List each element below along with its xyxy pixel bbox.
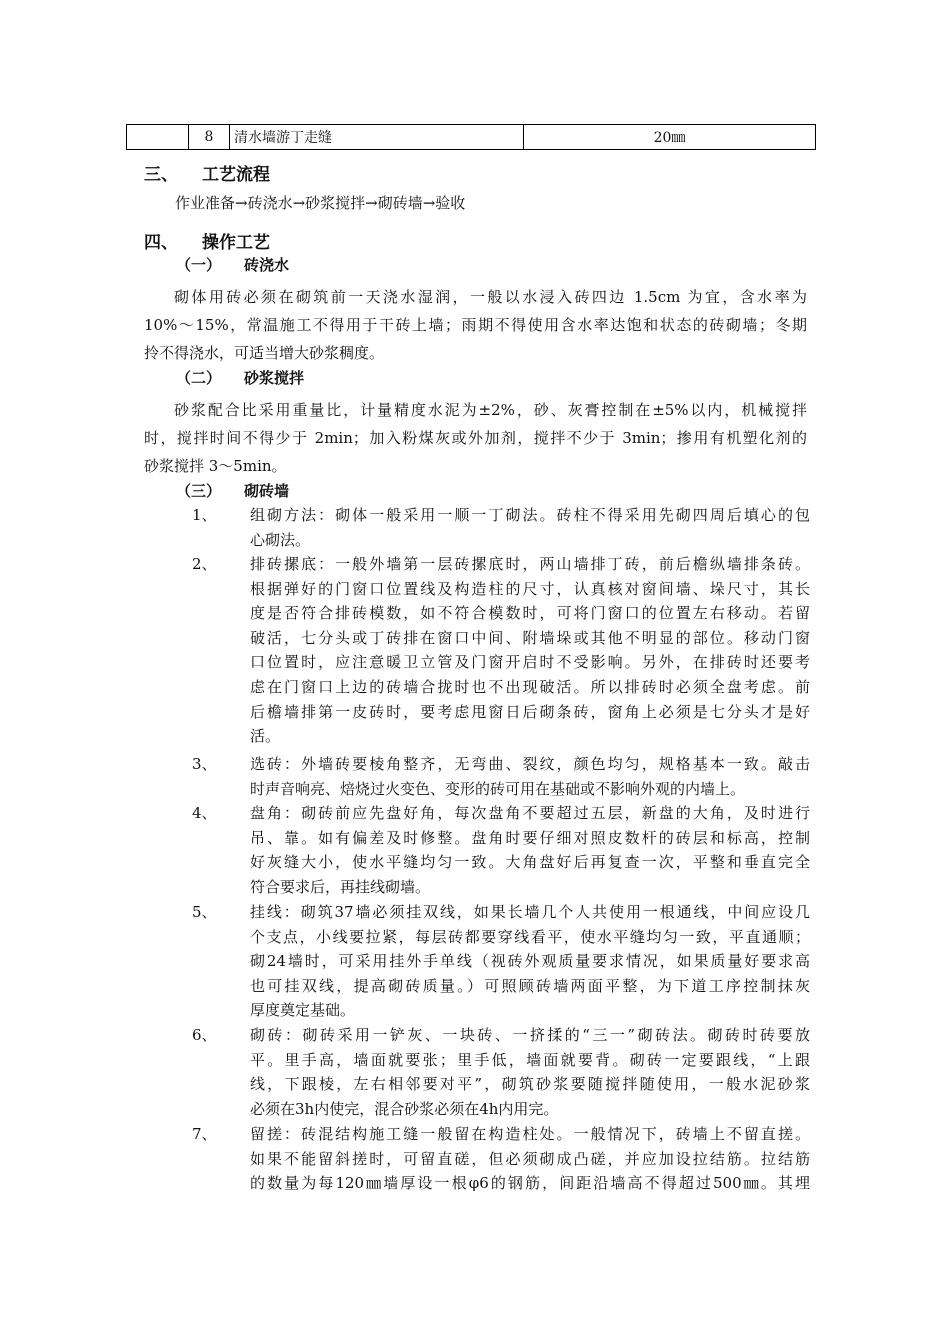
item-line: 也可挂双线，提高砌砖质量。）可照顾砖墙两面平整，为下道工序控制抹灰 bbox=[250, 976, 810, 995]
paragraph-line: 砂浆配合比采用重量比，计量精度水泥为±2%，砂、灰膏控制在±5%以内，机械搅拌 bbox=[174, 401, 807, 419]
item-line: 好灰缝大小，使水平缝均匀一致。大角盘好后再复查一次，平整和垂直完全 bbox=[250, 853, 810, 872]
item-line: 破活，七分头或丁砖排在窗口中间、附墙垛或其他不明显的部位。移动门窗 bbox=[250, 628, 810, 647]
section-3-title: 工艺流程 bbox=[202, 165, 270, 185]
subsection-1-heading bbox=[176, 254, 289, 275]
subsection-3-title: 砌砖墙 bbox=[244, 482, 290, 500]
list-item-text bbox=[250, 752, 810, 801]
process-flow: 作业准备→砖浇水→砂浆搅拌→砌砖墙→验收 bbox=[175, 194, 466, 212]
list-item-number: 6、 bbox=[192, 1026, 217, 1044]
list-item-text bbox=[250, 552, 810, 749]
subsection-3-heading bbox=[176, 480, 289, 501]
item-line: 口位置时，应注意暖卫立管及门窗开启时不受影响。另外，在排砖时还要考 bbox=[250, 653, 810, 672]
item-line: 符合要求后，再挂线砌墙。 bbox=[250, 877, 431, 896]
item-line: 留搓：砖混结构施工缝一般留在构造柱处。一般情况下，砖墙上不留直搓。 bbox=[250, 1125, 810, 1143]
spec-table bbox=[126, 124, 816, 150]
list-item-number: 7、 bbox=[192, 1125, 217, 1143]
section-4-heading bbox=[144, 228, 270, 253]
item-line: 根据弹好的门窗口位置线及构造柱的尺寸，认真核对窗间墙、垛尺寸，其长 bbox=[250, 579, 810, 598]
section-4-title: 操作工艺 bbox=[202, 233, 270, 253]
paragraph-line: 砂浆搅拌 3～5min。 bbox=[144, 457, 287, 475]
item-line: 平。里手高，墙面就要张；里手低，墙面就要背。砌砖一定要跟线，“上跟 bbox=[250, 1050, 810, 1069]
item-line: 活。 bbox=[250, 727, 281, 746]
list-item-number: 2、 bbox=[192, 555, 217, 573]
subsection-2-paragraph bbox=[144, 396, 807, 480]
list-item-number: 4、 bbox=[192, 804, 217, 822]
table-row bbox=[127, 125, 816, 150]
item-line: 虑在门窗口上边的砖墙合拢时也不出现破活。所以排砖时必须全盘考虑。前 bbox=[250, 677, 810, 696]
item-line: 心砌法。 bbox=[250, 530, 311, 549]
list-item-text bbox=[250, 801, 810, 899]
list-item-text bbox=[250, 503, 810, 552]
item-line: 组砌方法：砌体一般采用一顺一丁砌法。砖柱不得采用先砌四周后填心的包 bbox=[250, 506, 810, 524]
subsection-1-title: 砖浇水 bbox=[244, 256, 290, 274]
table-cell-blank bbox=[127, 125, 189, 150]
item-line: 的数量为每120㎜墙厚设一根φ6的钢筋，间距沿墙高不得超过500㎜。其埋 bbox=[250, 1174, 810, 1193]
section-3-number: 三、 bbox=[144, 165, 178, 185]
table-cell-item: 清水墙游丁走缝 bbox=[230, 125, 524, 150]
item-line: 厚度奠定基础。 bbox=[250, 1001, 356, 1020]
item-line: 选砖：外墙砖要棱角整齐，无弯曲、裂纹，颜色均匀，规格基本一致。敲击 bbox=[250, 755, 810, 773]
item-line: 后檐墙排第一皮砖时，要考虑甩窗日后砌条砖，窗角上必须是七分头才是好 bbox=[250, 702, 810, 721]
item-line: 砌24墙时，可采用挂外手单线（视砖外观质量要求情况，如果质量好要求高 bbox=[250, 952, 810, 971]
table-cell-value: 20㎜ bbox=[524, 125, 816, 150]
item-line: 砌砖：砌砖采用一铲灰、一块砖、一挤揉的“三一”砌砖法。砌砖时砖要放 bbox=[250, 1026, 810, 1044]
list-item-text bbox=[250, 900, 810, 1023]
item-line: 度是否符合排砖模数，如不符合模数时，可将门窗口的位置左右移动。若留 bbox=[250, 604, 810, 623]
item-line: 时声音响亮、焙烧过火变色、变形的砖可用在基础或不影响外观的内墙上。 bbox=[250, 779, 746, 798]
item-line: 个支点，小线要拉紧，每层砖都要穿线看平，使水平缝均匀一致，平直通顺； bbox=[250, 927, 810, 946]
subsection-1-paragraph bbox=[144, 283, 807, 367]
subsection-2-heading bbox=[176, 367, 304, 388]
item-line: 挂线：砌筑37墙必须挂双线，如果长墙几个人共使用一根通线，中间应设几 bbox=[250, 903, 810, 921]
item-line: 必须在3h内使完，混合砂浆必须在4h内用完。 bbox=[250, 1099, 559, 1118]
list-item-number: 3、 bbox=[192, 755, 217, 773]
item-line: 如果不能留斜搓时，可留直磋，但必须砌成凸磋，并应加设拉结筋。拉结筋 bbox=[250, 1149, 810, 1168]
list-item-number: 5、 bbox=[192, 903, 217, 921]
subsection-2-number: （二） bbox=[176, 369, 222, 387]
section-3-heading bbox=[144, 160, 270, 185]
list-item-text bbox=[250, 1122, 810, 1196]
subsection-3-number: （三） bbox=[176, 482, 222, 500]
paragraph-line: 10%～15%，常温施工不得用于干砖上墙；雨期不得使用含水率达饱和状态的砖砌墙；冬期 bbox=[144, 316, 807, 334]
paragraph-line: 砌体用砖必须在砌筑前一天浇水湿润，一般以水浸入砖四边 1.5cm 为宜，含水率为 bbox=[174, 288, 807, 306]
paragraph-line: 拎不得浇水，可适当增大砂浆稠度。 bbox=[144, 344, 385, 362]
table-cell-index: 8 bbox=[189, 125, 230, 150]
subsection-2-title: 砂浆搅拌 bbox=[244, 369, 305, 387]
subsection-1-number: （一） bbox=[176, 256, 222, 274]
item-line: 盘角：砌砖前应先盘好角，每次盘角不要超过五层，新盘的大角，及时进行 bbox=[250, 804, 810, 822]
list-item-number: 1、 bbox=[192, 506, 217, 524]
section-4-number: 四、 bbox=[144, 233, 178, 253]
item-line: 吊、靠。如有偏差及时修整。盘角时要仔细对照皮数杆的砖层和标高，控制 bbox=[250, 828, 810, 847]
item-line: 线，下跟棱，左右相邻要对平”，砌筑砂浆要随搅拌随使用，一般水泥砂浆 bbox=[250, 1075, 810, 1094]
list-item-text bbox=[250, 1023, 810, 1121]
item-line: 排砖摞底：一般外墙第一层砖摞底时，两山墙排丁砖，前后檐纵墙排条砖。 bbox=[250, 555, 810, 573]
paragraph-line: 时，搅拌时间不得少于 2min；加入粉煤灰或外加剂，搅拌不少于 3min；掺用有机塑化剂的 bbox=[144, 429, 807, 447]
